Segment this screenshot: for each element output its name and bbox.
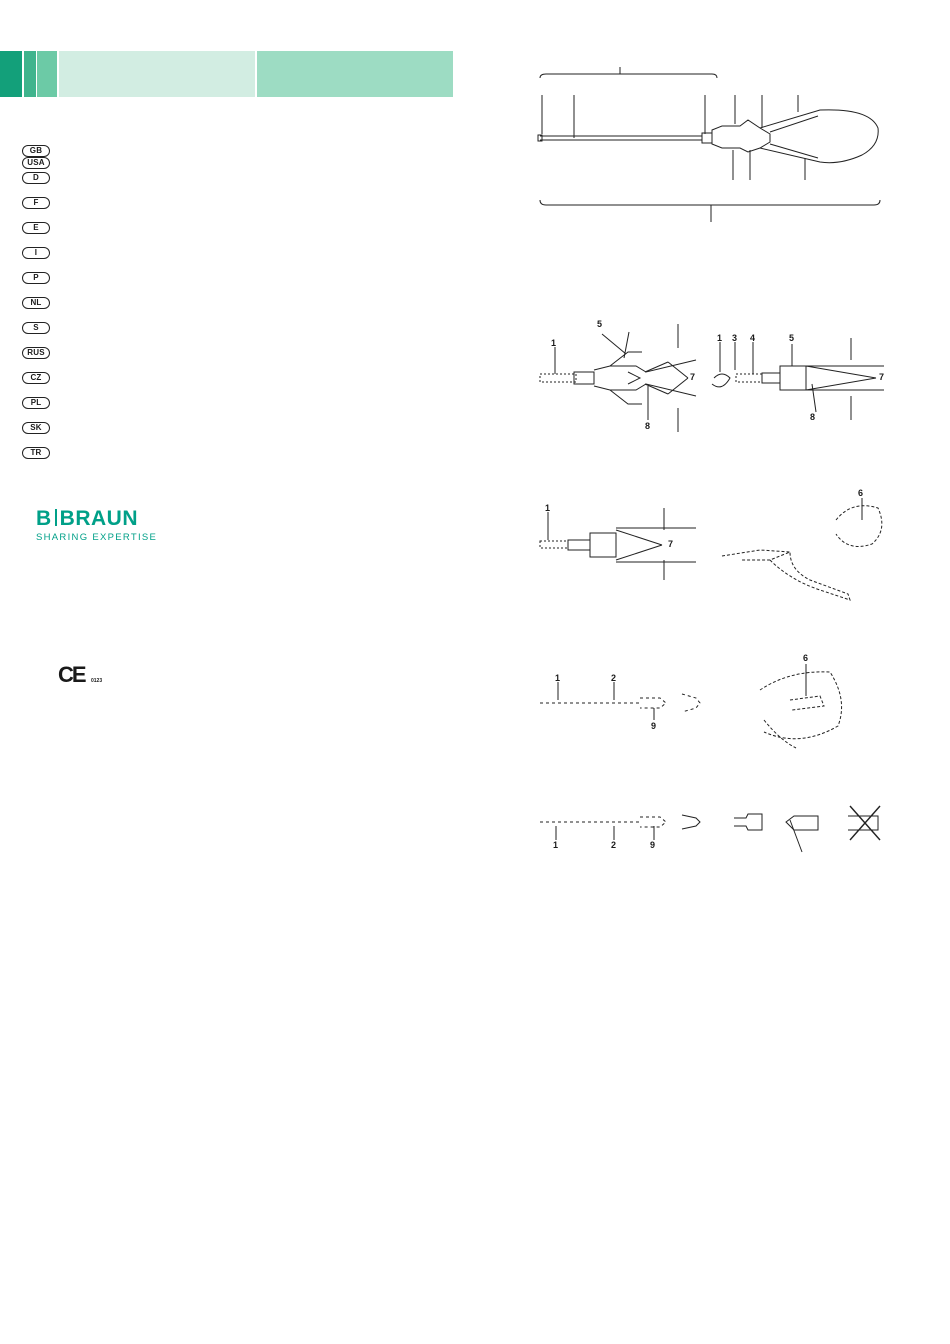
fig3a-label: 1 [545,503,551,513]
fig2a-label: 1 [551,338,557,348]
fig2b-label: 3 [732,333,738,343]
lang-badge[interactable]: P [22,272,50,284]
lang-badge[interactable]: I [22,247,50,259]
figure-5-drawing [540,806,880,852]
lang-badge[interactable]: USA [22,157,50,169]
fig5-label: 1 [553,840,559,850]
lang-badge[interactable]: PL [22,397,50,409]
logo-name: BRAUN [59,507,138,530]
lang-badge[interactable]: S [22,322,50,334]
figure-3b-drawing [722,498,882,600]
fig2b-label: 1 [717,333,723,343]
fig2b-label: 8 [810,412,816,422]
fig2a-label: 7 [690,372,696,382]
fig4a-label: 1 [555,673,561,683]
fig2b-label: 7 [879,372,885,382]
lang-badge[interactable]: NL [22,297,50,309]
fig2a-label: 8 [645,421,651,431]
fig4a-label: 2 [611,673,617,683]
lang-badge[interactable]: RUS [22,347,50,359]
logo-tagline: SHARING EXPERTISE [36,532,158,543]
ce-mark: CE [58,662,85,687]
fig4b-label: 6 [803,653,809,663]
fig5-label: 2 [611,840,617,850]
lang-badge[interactable]: TR [22,447,50,459]
figure-4b-drawing [760,664,842,748]
lang-badge[interactable]: F [22,197,50,209]
lang-badge[interactable]: D [22,172,50,184]
fig2a-label: 5 [597,319,603,329]
figure-4a-drawing [540,682,700,720]
fig5-label: 9 [650,840,656,850]
lang-badge[interactable]: SK [22,422,50,434]
fig4a-label: 9 [651,721,657,731]
notified-body-number: 0123 [91,678,103,684]
fig3b-label: 6 [858,488,864,498]
fig2b-label: 5 [789,333,795,343]
figure-2a-drawing [540,324,696,432]
lang-badge[interactable]: CZ [22,372,50,384]
fig2b-label: 4 [750,333,756,343]
lang-badge[interactable]: GB [22,145,50,157]
fig3a-label: 7 [668,539,674,549]
lang-badge[interactable]: E [22,222,50,234]
figure-1-overview [538,67,880,222]
figure-2b-drawing [712,338,884,420]
logo-letter-b: B [36,507,52,530]
